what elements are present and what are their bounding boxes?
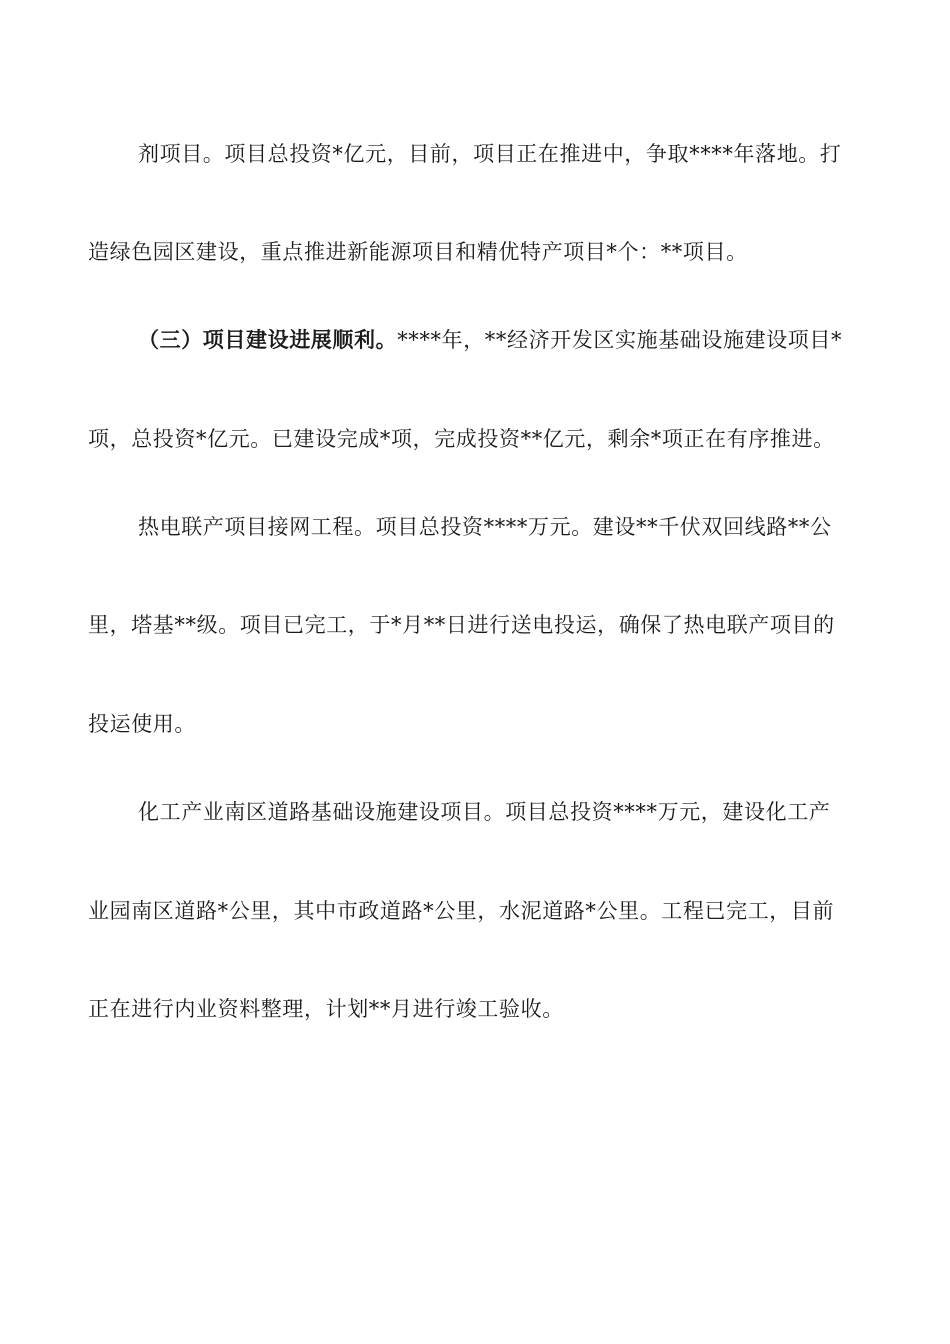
section-3-heading: （三）项目建设进展顺利。 bbox=[138, 327, 398, 352]
paragraph-line-10: 正在进行内业资料整理，计划**月进行竣工验收。 bbox=[88, 997, 564, 1021]
paragraph-line-1: 剂项目。项目总投资*亿元，目前，项目正在推进中，争取****年落地。打 bbox=[138, 142, 842, 166]
paragraph-line-9: 业园南区道路*公里，其中市政道路*公里，水泥道路*公里。工程已完工，目前 bbox=[88, 899, 835, 923]
paragraph-line-8: 化工产业南区道路基础设施建设项目。项目总投资****万元，建设化工产 bbox=[138, 800, 831, 824]
paragraph-line-5: 热电联产项目接网工程。项目总投资****万元。建设**千伏双回线路**公 bbox=[138, 515, 832, 539]
paragraph-line-7: 投运使用。 bbox=[88, 712, 196, 736]
section-3-text: ****年，**经济开发区实施基础设施建设项目* bbox=[397, 328, 843, 352]
paragraph-line-6: 里，塔基**级。项目已完工，于*月**日进行送电投运，确保了热电联产项目的 bbox=[88, 613, 835, 637]
section-3-line bbox=[138, 325, 868, 355]
paragraph-line-4: 项，总投资*亿元。已建设完成*项，完成投资**亿元，剩余*项正在有序推进。 bbox=[88, 427, 835, 451]
paragraph-line-2: 造绿色园区建设，重点推进新能源项目和精优特产项目*个：**项目。 bbox=[88, 240, 748, 264]
